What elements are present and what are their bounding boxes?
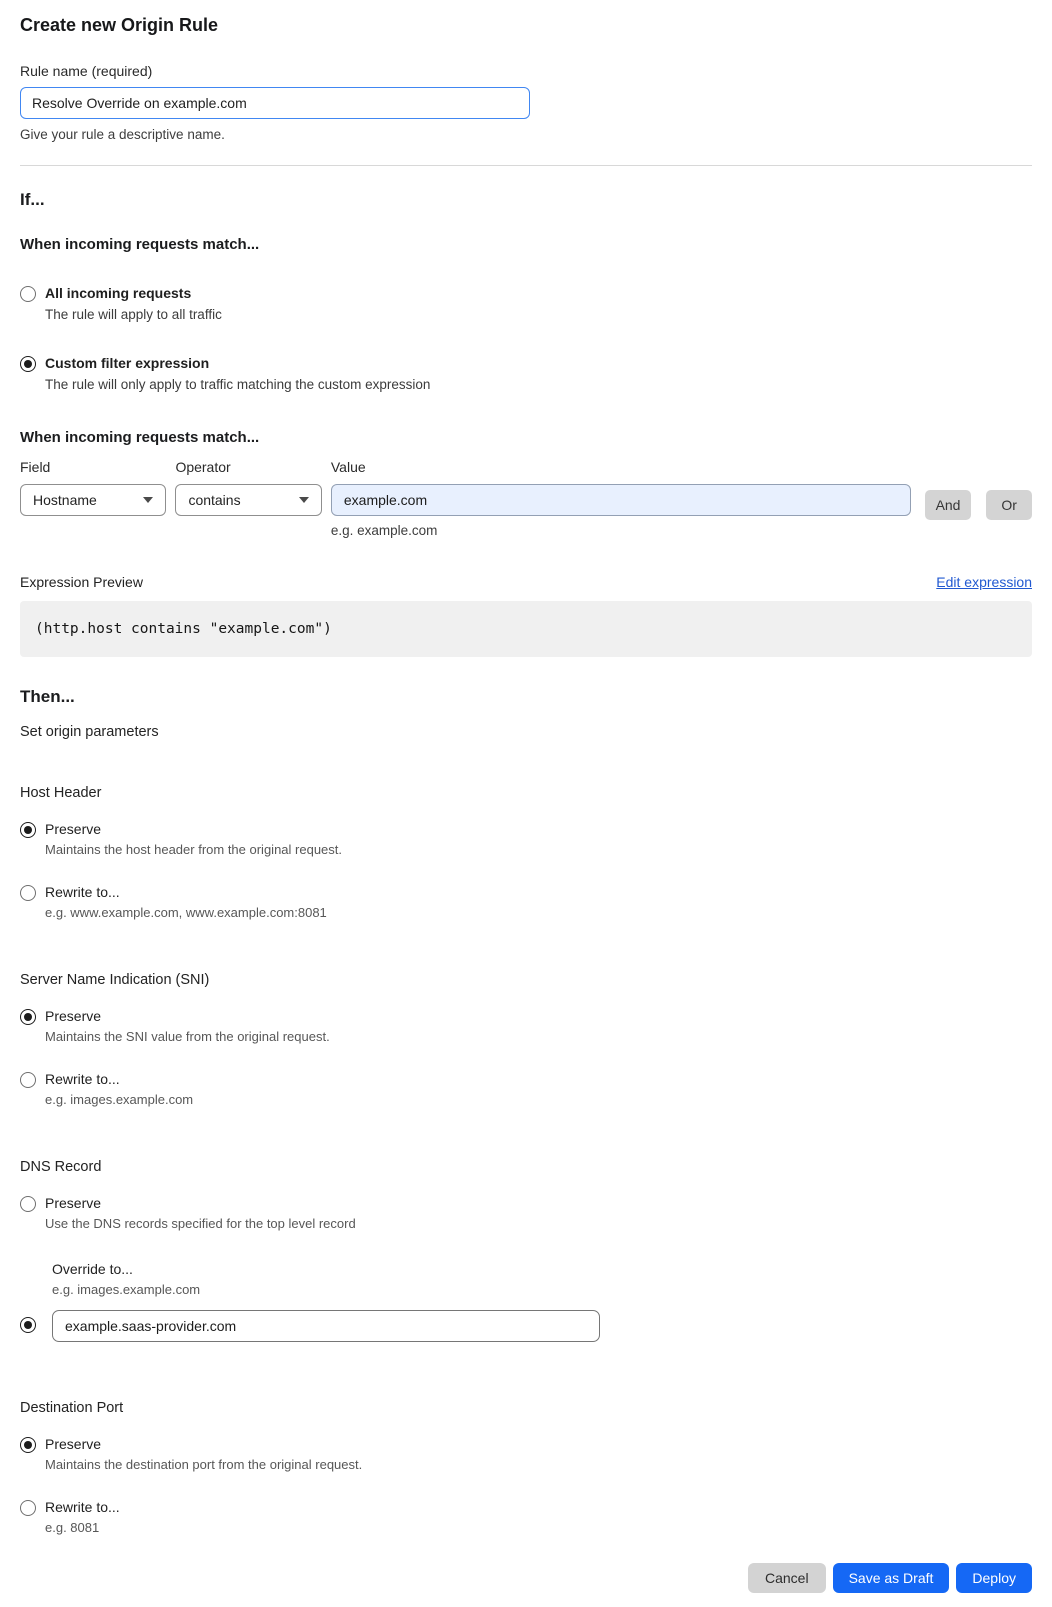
sni-label: Server Name Indication (SNI) — [20, 972, 210, 988]
dns-override-helper: e.g. images.example.com — [52, 1282, 201, 1297]
host-header-label: Host Header — [20, 785, 102, 801]
dns-preserve-label[interactable]: Preserve — [45, 1195, 102, 1211]
field-label: Field — [20, 459, 51, 475]
field-select[interactable] — [20, 484, 166, 516]
all-incoming-requests-label[interactable]: All incoming requests — [45, 285, 192, 301]
sni-preserve-label[interactable]: Preserve — [45, 1008, 102, 1024]
custom-filter-expression-label[interactable]: Custom filter expression — [45, 355, 210, 371]
all-incoming-requests-description: The rule will apply to all traffic — [45, 307, 222, 322]
host-header-preserve-radio[interactable] — [20, 822, 36, 838]
host-header-rewrite-label[interactable]: Rewrite to... — [45, 884, 120, 900]
dns-record-label: DNS Record — [20, 1159, 102, 1175]
save-as-draft-button[interactable]: Save as Draft — [833, 1563, 950, 1593]
if-section — [20, 190, 1032, 392]
host-header-rewrite-radio[interactable] — [20, 885, 36, 901]
footer-actions — [20, 1563, 1032, 1593]
chevron-down-icon — [299, 497, 309, 503]
expression-builder-row — [20, 459, 1032, 538]
field-selected-value: Hostname — [33, 492, 97, 508]
custom-filter-expression-radio[interactable] — [20, 356, 36, 372]
expression-preview-label: Expression Preview — [20, 574, 143, 590]
deploy-button[interactable]: Deploy — [956, 1563, 1032, 1593]
destination-port-preserve-option — [20, 1436, 1032, 1472]
sni-rewrite-description: e.g. images.example.com — [45, 1092, 194, 1107]
rule-name-value: Resolve Override on example.com — [32, 95, 247, 111]
expression-preview-code: (http.host contains "example.com") — [20, 601, 1032, 657]
sni-preserve-description: Maintains the SNI value from the original request. — [45, 1029, 330, 1044]
match-type-heading: When incoming requests match... — [20, 236, 260, 253]
host-header-rewrite-option — [20, 884, 1032, 920]
expression-builder-heading: When incoming requests match... — [20, 429, 260, 446]
option-custom-filter-expression — [20, 355, 1032, 392]
option-all-incoming-requests — [20, 285, 1032, 322]
if-heading: If... — [20, 190, 45, 209]
and-button[interactable]: And — [925, 490, 972, 520]
dns-override-option — [20, 1310, 1032, 1342]
sni-group — [20, 972, 1032, 1107]
dns-record-group — [20, 1159, 1032, 1342]
rule-name-helper: Give your rule a descriptive name. — [20, 127, 225, 142]
edit-expression-link[interactable]: Edit expression — [936, 574, 1032, 590]
destination-port-preserve-description: Maintains the destination port from the original request. — [45, 1457, 363, 1472]
operator-label: Operator — [175, 459, 231, 475]
destination-port-rewrite-option — [20, 1499, 1032, 1535]
destination-port-preserve-label[interactable]: Preserve — [45, 1436, 102, 1452]
section-divider — [20, 165, 1032, 166]
destination-port-rewrite-description: e.g. 8081 — [45, 1520, 100, 1535]
sni-preserve-radio[interactable] — [20, 1009, 36, 1025]
dns-override-input-text: example.saas-provider.com — [65, 1318, 237, 1334]
dns-override-input[interactable] — [52, 1310, 600, 1342]
set-origin-parameters-label: Set origin parameters — [20, 724, 159, 740]
host-header-preserve-option — [20, 821, 1032, 857]
all-incoming-requests-radio[interactable] — [20, 286, 36, 302]
value-input-text: example.com — [343, 492, 428, 508]
host-header-group — [20, 785, 1032, 920]
operator-selected-value: contains — [188, 492, 241, 508]
sni-rewrite-radio[interactable] — [20, 1072, 36, 1088]
dns-preserve-option — [20, 1195, 1032, 1231]
rule-name-input[interactable] — [20, 87, 530, 119]
dns-override-texts — [52, 1261, 1032, 1297]
rule-name-label: Rule name (required) — [20, 63, 153, 79]
or-button[interactable]: Or — [986, 490, 1032, 520]
value-helper: e.g. example.com — [330, 523, 438, 538]
dns-override-radio[interactable] — [20, 1317, 36, 1333]
sni-rewrite-option — [20, 1071, 1032, 1107]
value-input[interactable] — [331, 484, 911, 516]
destination-port-group — [20, 1400, 1032, 1535]
destination-port-label: Destination Port — [20, 1400, 124, 1416]
destination-port-rewrite-label[interactable]: Rewrite to... — [45, 1499, 120, 1515]
expression-preview-header — [20, 574, 1032, 590]
host-header-preserve-description: Maintains the host header from the original request. — [45, 842, 343, 857]
destination-port-preserve-radio[interactable] — [20, 1437, 36, 1453]
then-heading: Then... — [20, 687, 75, 706]
chevron-down-icon — [143, 497, 153, 503]
cancel-button[interactable]: Cancel — [748, 1563, 826, 1593]
value-label: Value — [330, 459, 366, 475]
dns-preserve-radio[interactable] — [20, 1196, 36, 1212]
sni-rewrite-label[interactable]: Rewrite to... — [45, 1071, 120, 1087]
destination-port-rewrite-radio[interactable] — [20, 1500, 36, 1516]
custom-filter-expression-description: The rule will only apply to traffic matching the custom expression — [45, 377, 431, 392]
dns-preserve-description: Use the DNS records specified for the top level record — [45, 1216, 356, 1231]
dns-override-label[interactable]: Override to... — [52, 1261, 133, 1277]
sni-preserve-option — [20, 1008, 1032, 1044]
operator-select[interactable] — [175, 484, 321, 516]
page-title: Create new Origin Rule — [20, 15, 219, 35]
host-header-rewrite-description: e.g. www.example.com, www.example.com:8081 — [45, 905, 327, 920]
host-header-preserve-label[interactable]: Preserve — [45, 821, 102, 837]
